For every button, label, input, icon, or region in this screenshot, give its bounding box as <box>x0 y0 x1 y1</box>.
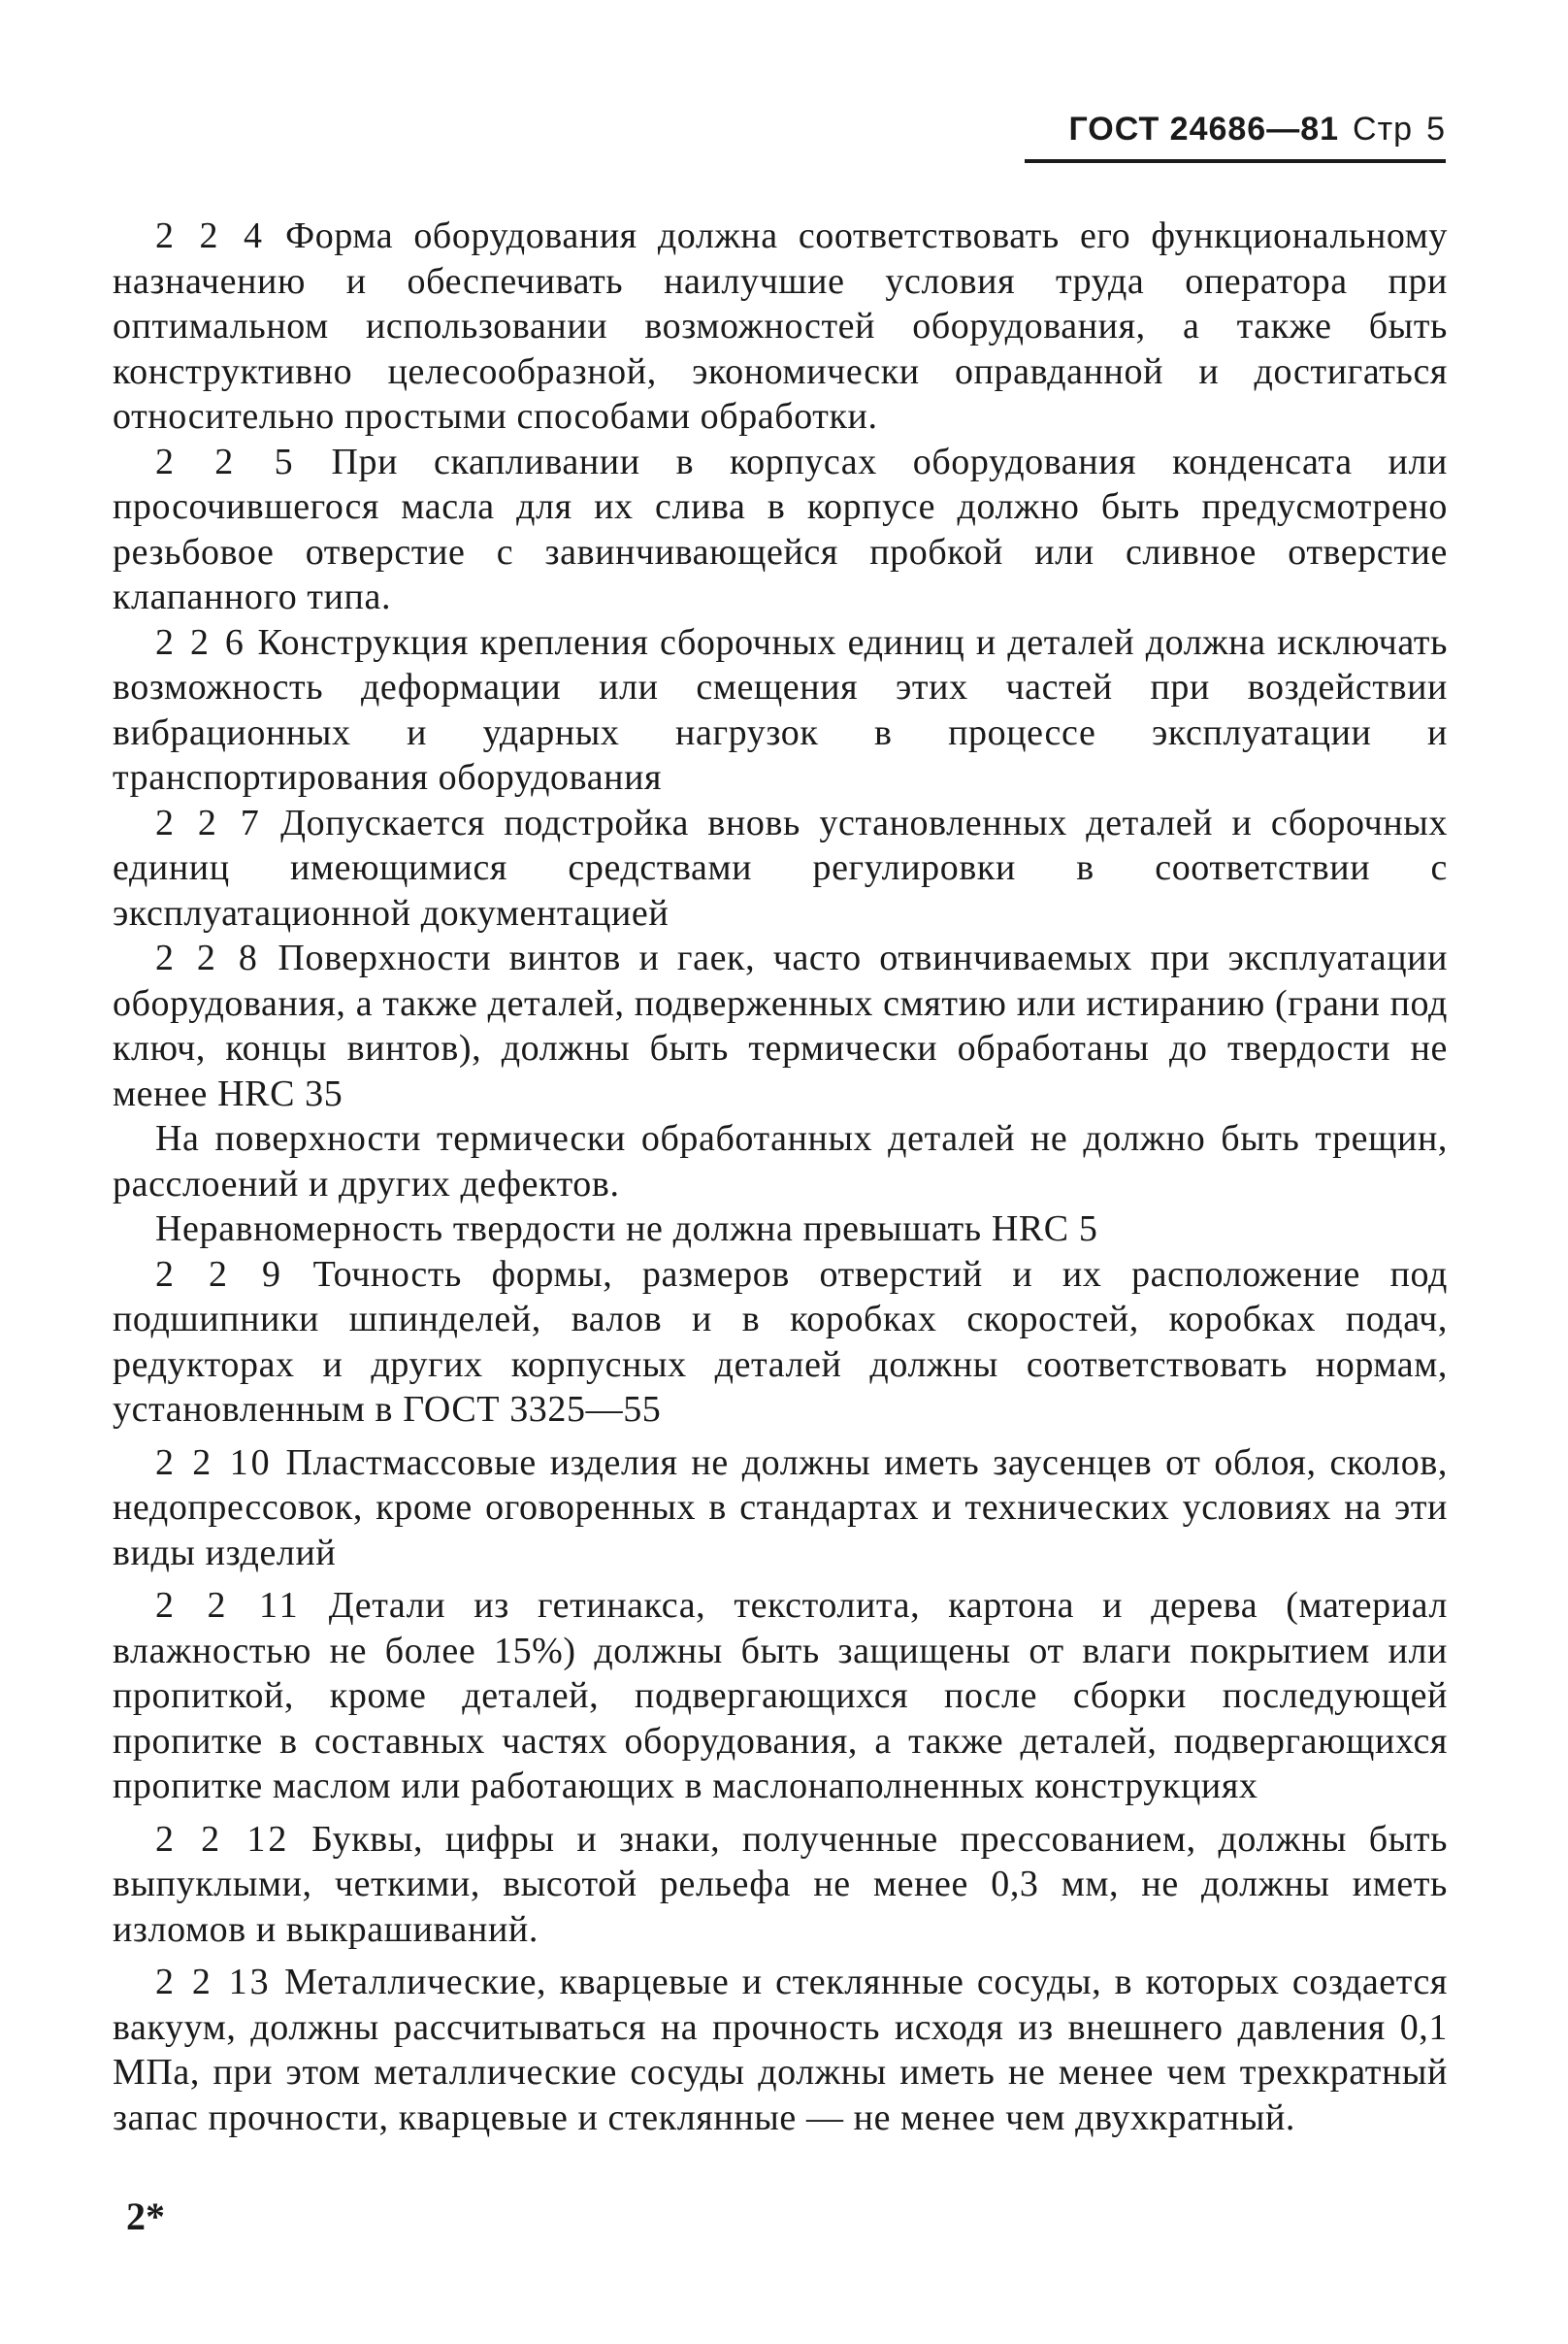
clause-number: 2 2 4 <box>155 215 266 256</box>
clause-number: 2 2 9 <box>155 1253 284 1295</box>
clause-number: 2 2 12 <box>155 1818 290 1860</box>
page-number: 5 <box>1426 111 1446 148</box>
clause-text: Пластмассовые изделия не должны иметь заусенцев от облоя, сколов, недопрессовок, кроме оговоренных в стандартах и технических условиях на эти виды изделий <box>113 1441 1448 1573</box>
clause-text: Точность формы, размеров отверстий и их расположение под подшипники шпинделей, валов и в коробках скоростей, коробках подач, редукторах и других корпусных деталей должны соответствовать нормам, установленным в ГОСТ 3325—55 <box>113 1253 1448 1430</box>
clause-2-2-6 <box>113 620 1448 801</box>
clause-text: Допускается подстройка вновь установленных деталей и сборочных единиц имеющимися средствами регулировки в соответствии с эксплуатационной документацией <box>113 802 1448 934</box>
clause-2-2-8-defects <box>113 1116 1448 1206</box>
page-label: Стр <box>1353 111 1414 148</box>
signature-mark: 2* <box>126 2195 165 2238</box>
clause-2-2-11 <box>113 1583 1448 1809</box>
document-code: ГОСТ 24686—81 <box>1068 111 1340 148</box>
document-body <box>113 214 1448 2140</box>
clause-2-2-12 <box>113 1817 1448 1953</box>
clause-text: Форма оборудования должна соответствовать его функциональному назначению и обеспечивать наилучшие условия труда оператора при оптимальном использовании возможностей оборудования, а также быть конструктивно целесообразной, экономически оправданной и достигаться относительно простыми способами обработки. <box>113 215 1449 437</box>
clause-number: 2 2 8 <box>155 938 260 978</box>
clause-text: При скапливании в корпусах оборудования конденсата или просочившегося масла для их слива в корпусе должно быть предусмотрено резьбовое отверстие с завинчивающейся пробкой или сливное отверстие клапанного типа. <box>113 441 1448 617</box>
clause-text: Неравномерность твердости не должна превышать HRC 5 <box>155 1208 1098 1249</box>
clause-text: Металлические, кварцевые и стеклянные сосуды, в которых создается вакуум, должны рассчитываться на прочность исходя из внешнего давления 0,1 МПа, при этом металлические сосуды должны иметь не менее чем трехкратный запас прочности, кварцевые и стеклянные — не менее чем двухкратный. <box>113 1962 1448 2138</box>
page-header <box>1025 105 1446 163</box>
clause-2-2-8-hardness <box>113 1206 1448 1252</box>
clause-number: 2 2 13 <box>155 1962 272 2002</box>
clause-2-2-10 <box>113 1440 1448 1576</box>
clause-text: Поверхности винтов и гаек, часто отвинчиваемых при эксплуатации оборудования, а также деталей, подверженных смятию или истиранию (грани под ключ, концы винтов), должны быть термически обработаны до твердости не менее HRC 35 <box>113 938 1449 1114</box>
clause-2-2-13 <box>113 1960 1448 2140</box>
clause-2-2-4 <box>113 214 1448 440</box>
header-text <box>1068 111 1446 149</box>
clause-text: Конструкция крепления сборочных единиц и деталей должна исключать возможность деформации или смещения этих частей при воздействии вибрационных и ударных нагрузок в процессе эксплуатации и транспортирования оборудования <box>113 621 1449 798</box>
clause-number: 2 2 5 <box>155 441 296 482</box>
clause-2-2-7 <box>113 801 1448 937</box>
clause-2-2-9 <box>113 1252 1448 1433</box>
clause-number: 2 2 6 <box>155 621 246 663</box>
clause-2-2-8 <box>113 936 1448 1116</box>
clause-2-2-5 <box>113 440 1448 620</box>
clause-number: 2 2 7 <box>155 802 262 843</box>
clause-text: На поверхности термически обработанных деталей не должно быть трещин, расслоений и других дефектов. <box>113 1118 1448 1205</box>
clause-text: Детали из гетинакса, текстолита, картона и дерева (материал влажностью не более 15%) должны быть защищены от влаги покрытием или пропиткой, кроме деталей, подвергающихся после сборки последующей пропитке в составных частях оборудования, а также деталей, подвергающихся пропитке маслом или работающих в маслонаполненных конструкциях <box>113 1585 1448 1806</box>
clause-number: 2 2 10 <box>155 1441 273 1483</box>
clause-number: 2 2 11 <box>155 1585 301 1626</box>
clause-text: Буквы, цифры и знаки, полученные прессованием, должны быть выпуклыми, четкими, высотой рельефа не менее 0,3 мм, не должны иметь изломов и выкрашиваний. <box>113 1818 1448 1950</box>
